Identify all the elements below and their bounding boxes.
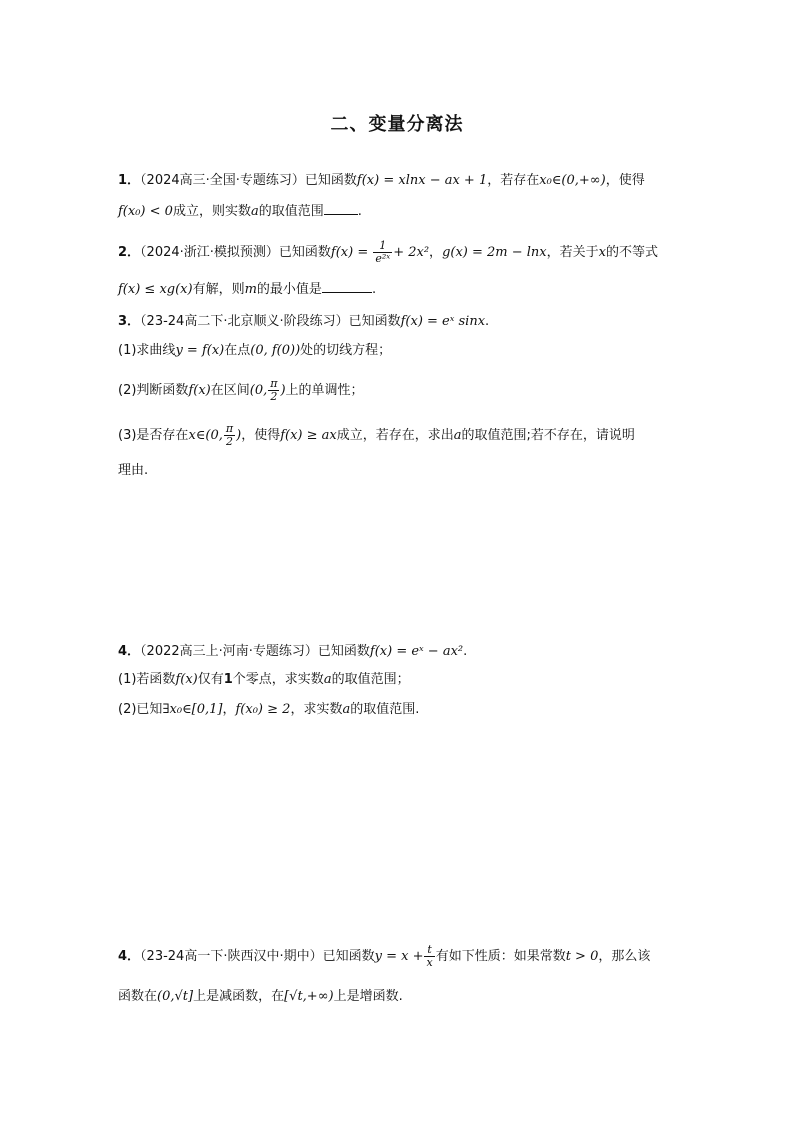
q4a-text: 已知函数 bbox=[317, 644, 370, 659]
q3-end: . bbox=[485, 314, 490, 329]
q2-number: 2． bbox=[118, 245, 141, 260]
q4a-text: 个零点，求实数 bbox=[232, 672, 324, 687]
q2-function-lhs: f(x) = bbox=[330, 245, 369, 260]
q4b-text: 有如下性质：如果常数 bbox=[435, 949, 566, 964]
q4a-text: 的取值范围. bbox=[350, 702, 420, 717]
q1-inequality: f(x₀) < 0 bbox=[118, 204, 173, 219]
q3-part-1-label: (1) bbox=[118, 343, 137, 358]
q2-answer-blank[interactable] bbox=[322, 280, 372, 293]
q4b-text: 函数在 bbox=[118, 989, 158, 1004]
q3-part-2-label: (2) bbox=[118, 383, 137, 398]
q1-end: . bbox=[357, 204, 362, 219]
q3-interval-fraction bbox=[224, 423, 235, 448]
q1-text: ，若存在 bbox=[487, 173, 540, 188]
q2-line-1 bbox=[118, 240, 658, 265]
q3-fraction-denominator: 2 bbox=[270, 390, 278, 403]
page-title: 二、变量分离法 bbox=[330, 114, 464, 135]
q4b-fraction bbox=[424, 944, 434, 969]
q1-answer-blank[interactable] bbox=[324, 202, 358, 215]
q4b-text: 上是增函数. bbox=[333, 989, 403, 1004]
q3-text: 上的单调性； bbox=[285, 383, 364, 398]
q2-source: （2024·浙江·模拟预测） bbox=[140, 245, 279, 260]
q4b-number: 4． bbox=[118, 949, 141, 964]
q3-text: ，使得 bbox=[241, 428, 281, 443]
q4a-count: 1 bbox=[223, 672, 233, 687]
q4b-function: y = x + bbox=[374, 949, 424, 964]
q3-text: 是否存在 bbox=[136, 428, 189, 443]
q4a-line-1 bbox=[118, 641, 467, 663]
q3-interval-close: ) bbox=[236, 428, 242, 443]
q2-line-2 bbox=[118, 279, 376, 301]
q4a-function: f(x) = eˣ − ax² bbox=[369, 644, 464, 659]
q4a-text: ，求实数 bbox=[290, 702, 343, 717]
q1-text: 成立，则实数 bbox=[172, 204, 251, 219]
q2-fraction-denominator: e²ˣ bbox=[375, 252, 391, 265]
q4a-variable: a bbox=[323, 672, 332, 687]
q3-interval-close: ) bbox=[280, 383, 286, 398]
q4a-text: 若函数 bbox=[136, 672, 176, 687]
q4a-text: 仅有 bbox=[197, 672, 224, 687]
q2-text: 已知函数 bbox=[278, 245, 331, 260]
q2-inequality: f(x) ≤ xg(x) bbox=[118, 282, 193, 297]
q3-text: 在区间 bbox=[210, 383, 250, 398]
q3-part-3-line-2 bbox=[118, 460, 148, 482]
q3-text: 理由. bbox=[118, 463, 149, 478]
q1-number: 1． bbox=[118, 173, 141, 188]
q4b-condition: t > 0 bbox=[565, 949, 599, 964]
q3-variable: a bbox=[453, 428, 462, 443]
q2-variable-m: m bbox=[244, 282, 257, 297]
q3-text: 判断函数 bbox=[136, 383, 189, 398]
q3-text: 成立，若存在，求出 bbox=[336, 428, 454, 443]
q4a-source: （2022高三上·河南·专题练习） bbox=[140, 644, 318, 659]
q2-text: ，若关于 bbox=[546, 245, 599, 260]
q2-text: 的最小值是 bbox=[256, 282, 322, 297]
q4a-function-ref: f(x) bbox=[175, 672, 198, 687]
q4b-increasing-interval: [√t,+∞) bbox=[284, 989, 334, 1004]
q3-point: (0, f(0)) bbox=[250, 343, 301, 358]
q3-text: 求曲线 bbox=[136, 343, 176, 358]
q4a-exists-condition: ∃x₀∈[0,1] bbox=[162, 702, 223, 717]
q4a-part-1 bbox=[118, 669, 410, 691]
q3-text: 在点 bbox=[224, 343, 251, 358]
q2-fraction bbox=[373, 240, 392, 265]
q4b-fraction-denominator: x bbox=[426, 956, 433, 969]
q4a-text: ， bbox=[222, 702, 236, 717]
q4b-text: 已知函数 bbox=[322, 949, 375, 964]
q1-text: ，使得 bbox=[605, 173, 645, 188]
q1-variable: a bbox=[250, 204, 259, 219]
q2-text: ， bbox=[429, 245, 443, 260]
q4b-decreasing-interval: (0,√t] bbox=[157, 989, 194, 1004]
q4b-line-2 bbox=[118, 986, 403, 1008]
q3-part-2 bbox=[118, 378, 364, 403]
q3-fraction-denominator: 2 bbox=[225, 435, 233, 448]
q4b-source: （23-24高一下·陕西汉中·期中） bbox=[140, 949, 323, 964]
q1-function: f(x) = xlnx − ax + 1 bbox=[356, 173, 488, 188]
q3-function-ref: f(x) bbox=[188, 383, 211, 398]
q3-curve: y = f(x) bbox=[175, 343, 225, 358]
q2-end: . bbox=[371, 282, 377, 297]
q4a-inequality: f(x₀) ≥ 2 bbox=[235, 702, 291, 717]
q4b-line-1 bbox=[118, 944, 650, 969]
q4a-text: 的取值范围； bbox=[331, 672, 410, 687]
q4a-part-1-label: (1) bbox=[118, 672, 137, 687]
q3-interval-open: (0, bbox=[249, 383, 268, 398]
q1-text: 的取值范围 bbox=[258, 204, 324, 219]
q4a-end: . bbox=[463, 644, 468, 659]
q3-fraction-numerator: π bbox=[270, 377, 278, 390]
q4a-number: 4． bbox=[118, 644, 141, 659]
q2-g-function: g(x) = 2m − lnx bbox=[442, 245, 547, 260]
q2-function-rhs: + 2x² bbox=[393, 245, 430, 260]
q4b-text: 上是减函数，在 bbox=[193, 989, 285, 1004]
q1-line-1 bbox=[118, 170, 645, 192]
q3-line-1 bbox=[118, 311, 489, 333]
q4a-variable: a bbox=[342, 702, 351, 717]
q3-interval-open: x∈(0, bbox=[188, 428, 223, 443]
q3-part-3-label: (3) bbox=[118, 428, 137, 443]
q4b-text: ，那么该 bbox=[598, 949, 651, 964]
q4a-part-2-label: (2) bbox=[118, 702, 137, 717]
q4a-part-2 bbox=[118, 699, 419, 721]
q1-source: （2024高三·全国·专题练习） bbox=[140, 173, 305, 188]
q3-source: （23-24高二下·北京顺义·阶段练习） bbox=[140, 314, 349, 329]
q2-fraction-numerator: 1 bbox=[373, 240, 392, 253]
q3-number: 3． bbox=[118, 314, 141, 329]
q3-text: 的取值范围;若不存在，请说明 bbox=[461, 428, 635, 443]
q3-inequality: f(x) ≥ ax bbox=[280, 428, 337, 443]
q4b-fraction-numerator: t bbox=[424, 944, 434, 957]
q2-text: 有解，则 bbox=[192, 282, 245, 297]
q3-text: 已知函数 bbox=[348, 314, 401, 329]
q1-condition: x₀∈(0,+∞) bbox=[539, 173, 606, 188]
q1-line-2 bbox=[118, 201, 362, 223]
q3-part-3 bbox=[118, 423, 635, 448]
q2-variable-x: x bbox=[598, 245, 606, 260]
q3-function: f(x) = eˣ sinx bbox=[400, 314, 486, 329]
q3-text: 处的切线方程； bbox=[300, 343, 392, 358]
q1-text: 已知函数 bbox=[304, 173, 357, 188]
q4a-text: 已知 bbox=[136, 702, 163, 717]
q2-text: 的不等式 bbox=[606, 245, 659, 260]
q3-fraction-numerator: π bbox=[225, 422, 234, 435]
q3-part-1 bbox=[118, 340, 391, 362]
q3-interval-fraction bbox=[268, 378, 279, 403]
